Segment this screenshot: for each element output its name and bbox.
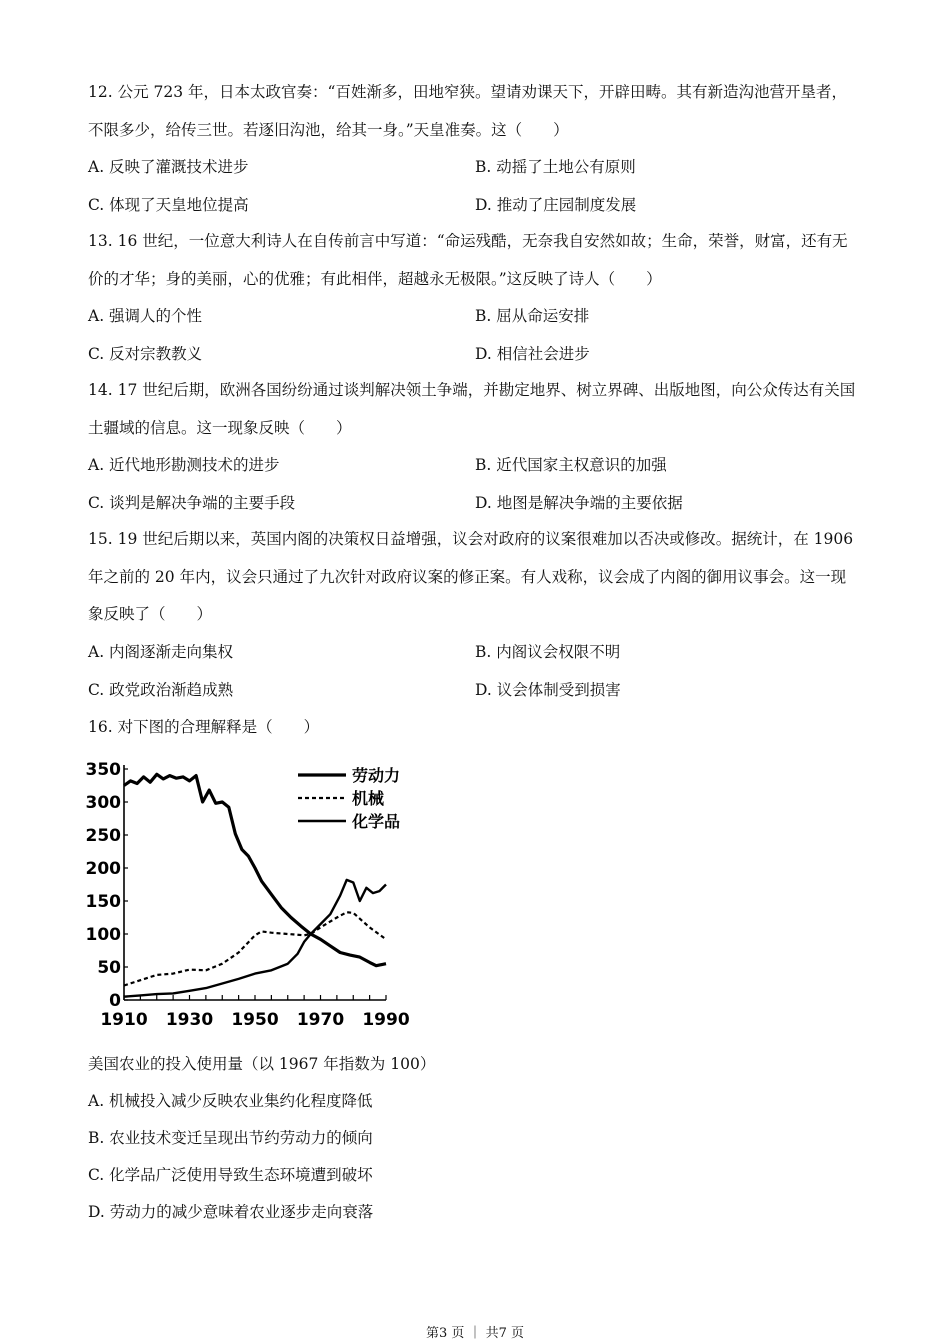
- agriculture-input-chart: [86, 755, 426, 1040]
- q15-option-d[interactable]: D. 议会体制受到损害: [475, 681, 621, 699]
- q14-option-b[interactable]: B. 近代国家主权意识的加强: [475, 456, 667, 474]
- q13-option-d[interactable]: D. 相信社会进步: [475, 345, 590, 363]
- q12-option-c[interactable]: C. 体现了天皇地位提高: [88, 196, 249, 214]
- y-tick-label: 100: [86, 925, 121, 945]
- series-line-3: [124, 880, 386, 997]
- y-tick-label: 0: [109, 991, 121, 1011]
- question-15-stem: 15. 19 世纪后期以来，英国内阁的决策权日益增强，议会对政府的议案很难加以否决或修改。据统计，在 1906 年之前的 20 年内，议会只通过了九次针对政府议案的修正案。有人戏称，议会成了内阁的御用议事会。这一现象反映了（ ）: [88, 530, 854, 623]
- x-tick-label: 1930: [165, 1010, 214, 1030]
- q15-option-b[interactable]: B. 内阁议会权限不明: [475, 643, 621, 661]
- y-tick-label: 350: [86, 760, 121, 780]
- y-tick-label: 300: [86, 793, 121, 813]
- y-tick-label: 250: [86, 826, 121, 846]
- x-tick-label: 1970: [296, 1010, 345, 1030]
- q13-option-b[interactable]: B. 屈从命运安排: [475, 307, 590, 325]
- series-line-1: [124, 774, 386, 965]
- page-footer: 第3 页 ｜ 共7 页: [425, 1326, 525, 1341]
- question-14-stem: 14. 17 世纪后期，欧洲各国纷纷通过谈判解决领土争端，并勘定地界、树立界碑、出版地图，向公众传达有关国土疆域的信息。这一现象反映（ ）: [88, 381, 856, 437]
- y-tick-label: 200: [86, 859, 121, 879]
- legend-label-2: 机械: [352, 789, 385, 808]
- x-tick-label: 1950: [231, 1010, 279, 1030]
- q14-option-d[interactable]: D. 地图是解决争端的主要依据: [475, 494, 683, 512]
- q15-option-a[interactable]: A. 内阁逐渐走向集权: [88, 643, 234, 661]
- y-tick-label: 50: [97, 958, 121, 978]
- q13-option-a[interactable]: A. 强调人的个性: [88, 307, 203, 325]
- q14-option-a[interactable]: A. 近代地形勘测技术的进步: [88, 456, 280, 474]
- q16-option-a[interactable]: A. 机械投入减少反映农业集约化程度降低: [88, 1092, 373, 1110]
- legend-label-3: 化学品: [352, 812, 401, 831]
- question-12-stem: 12. 公元 723 年，日本太政官奏：“百姓渐多，田地窄狭。望请劝课天下，开辟田畴。其有新造沟池营开垦者，不限多少，给传三世。若逐旧沟池，给其一身。”天皇准奏。这（ ）: [88, 83, 847, 139]
- legend-label-1: 劳动力: [352, 766, 401, 785]
- chart-caption: 美国农业的投入使用量（以 1967 年指数为 100）: [88, 1055, 436, 1073]
- question-13-stem: 13. 16 世纪，一位意大利诗人在自传前言中写道：“命运残酷，无奈我自安然如故；生命，荣誉，财富，还有无价的才华；身的美丽，心的优雅；有此相伴，超越永无极限。”这反映了诗人（ ）: [88, 232, 848, 288]
- x-tick-label: 1990: [362, 1010, 410, 1030]
- q16-option-d[interactable]: D. 劳动力的减少意味着农业逐步走向衰落: [88, 1203, 374, 1221]
- q13-option-c[interactable]: C. 反对宗教教义: [88, 345, 203, 363]
- q14-option-c[interactable]: C. 谈判是解决争端的主要手段: [88, 494, 296, 512]
- q16-option-c[interactable]: C. 化学品广泛使用导致生态环境遭到破坏: [88, 1166, 373, 1184]
- q12-option-d[interactable]: D. 推动了庄园制度发展: [475, 196, 637, 214]
- q15-option-c[interactable]: C. 政党政治渐趋成熟: [88, 681, 234, 699]
- q16-option-b[interactable]: B. 农业技术变迁呈现出节约劳动力的倾向: [88, 1129, 373, 1147]
- question-16-stem: 16. 对下图的合理解释是（ ）: [88, 718, 320, 736]
- x-tick-label: 1910: [100, 1010, 148, 1030]
- q12-option-b[interactable]: B. 动摇了土地公有原则: [475, 158, 636, 176]
- y-tick-label: 150: [86, 892, 121, 912]
- q12-option-a[interactable]: A. 反映了灌溉技术进步: [88, 158, 249, 176]
